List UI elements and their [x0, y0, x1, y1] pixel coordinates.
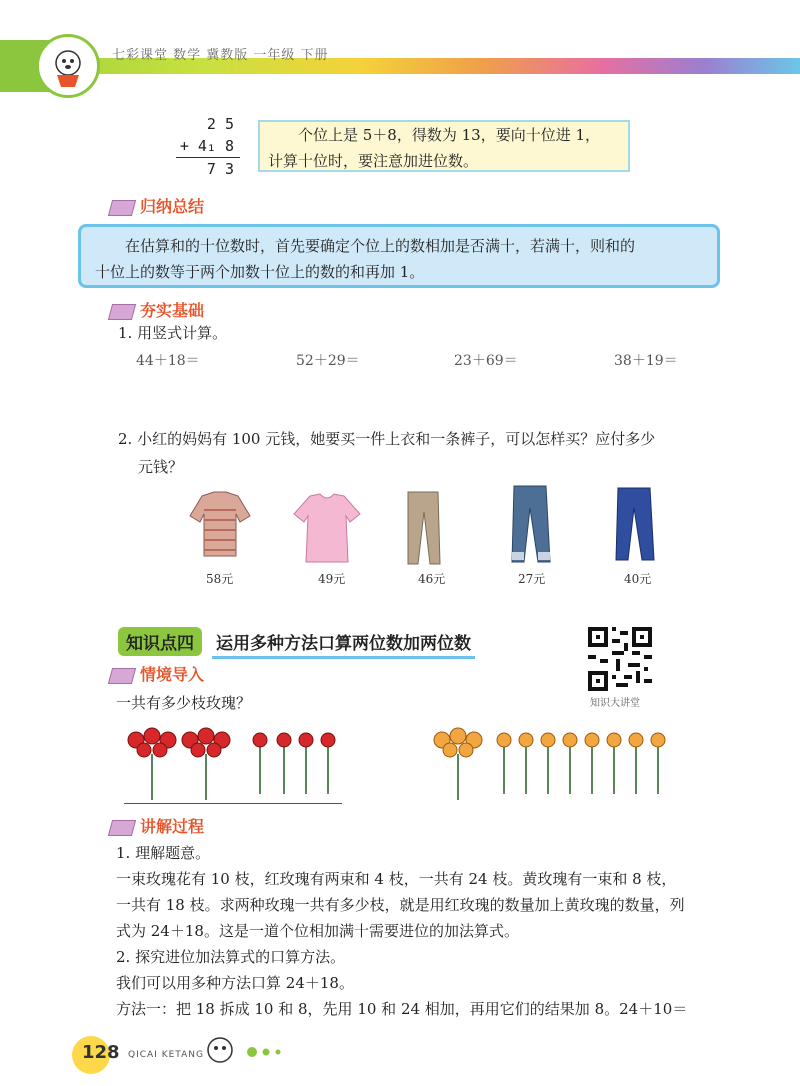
summary-line-1: 在估算和的十位数时，首先要确定个位上的数相加是否满十，若满十，则和的 [125, 237, 636, 255]
expression-3: 23＋69＝ [454, 353, 518, 369]
summary-heading-text: 归纳总结 [140, 197, 205, 216]
price-5: 40元 [624, 572, 652, 586]
pink-shirt-icon [292, 492, 362, 564]
question-2-line-2: 元钱？ [138, 458, 184, 476]
price-2: 49元 [318, 572, 346, 586]
mascot-icon [36, 34, 100, 98]
header-title: 七彩课堂 数学 冀教版 一年级 下册 [112, 48, 329, 63]
yellow-roses-illustration [430, 724, 680, 804]
tip-line-1: 个位上是 5＋8，得数为 13，要向十位进 1， [298, 126, 601, 144]
qr-code-icon [588, 627, 652, 691]
basics-heading [110, 298, 204, 321]
book-icon [108, 200, 136, 216]
process-line-7: 方法一：把 18 拆成 10 和 8，先用 10 和 24 相加，再用它们的结果加 8。24＋10＝ [116, 1000, 688, 1018]
tip-line-2: 计算十位时，要注意加进位数。 [268, 152, 479, 170]
question-1: 1. 用竖式计算。 [118, 324, 228, 342]
knowledge-title: 运用多种方法口算两位数加两位数 [212, 627, 475, 659]
process-line-5: 2. 探究进位加法算式的口算方法。 [116, 948, 346, 966]
tip-box [258, 120, 630, 172]
price-1: 58元 [206, 572, 234, 586]
book-icon [108, 668, 136, 684]
calc-row-1: 2 5 [206, 115, 234, 133]
basics-heading-text: 夯实基础 [140, 301, 205, 320]
calc-row-3: 7 3 [176, 157, 240, 180]
situation-heading [110, 662, 204, 685]
question-2-line-1: 2. 小红的妈妈有 100 元钱，她要买一件上衣和一条裤子，可以怎样买？应付多少 [118, 430, 656, 448]
process-line-4: 式为 24＋18。这是一道个位相加满十需要进位的加法算式。 [116, 922, 519, 940]
expression-1: 44＋18＝ [136, 353, 200, 369]
process-line-2: 一束玫瑰花有 10 枝，红玫瑰有两束和 4 枝，一共有 24 枝。黄玫瑰有一束和 8 枝， [116, 870, 677, 888]
footer-mascot-icon [200, 1032, 290, 1072]
sweater-icon [188, 490, 252, 564]
denim-jeans-icon [508, 484, 552, 564]
process-line-1: 1. 理解题意。 [116, 844, 211, 862]
expression-4: 38＋19＝ [614, 353, 678, 369]
qr-caption: 知识大讲堂 [590, 698, 640, 709]
process-heading-text: 讲解过程 [140, 817, 205, 836]
process-heading [110, 814, 204, 837]
roses-baseline [124, 803, 342, 804]
expression-2: 52＋29＝ [296, 353, 360, 369]
calc-row-2: + 4₁ 8 [179, 137, 234, 155]
situation-heading-text: 情境导入 [140, 665, 205, 684]
khaki-pants-icon [404, 490, 442, 566]
summary-line-2: 十位上的数等于两个加数十位上的数的和再加 1。 [95, 263, 425, 281]
book-icon [108, 304, 136, 320]
price-4: 27元 [518, 572, 546, 586]
price-3: 46元 [418, 572, 446, 586]
knowledge-tag: 知识点四 [118, 627, 202, 656]
footer-brand: QICAI KETANG [128, 1050, 204, 1060]
situation-question: 一共有多少枝玫瑰？ [116, 694, 252, 712]
summary-heading [110, 194, 204, 217]
blue-pants-icon [612, 486, 656, 562]
process-line-6: 我们可以用多种方法口算 24＋18。 [116, 974, 354, 992]
process-line-3: 一共有 18 枝。求两种玫瑰一共有多少枝，就是用红玫瑰的数量加上黄玫瑰的数量，列 [116, 896, 685, 914]
page-number: 128 [82, 1042, 120, 1063]
vertical-calculation [170, 113, 240, 180]
book-icon [108, 820, 136, 836]
summary-box [78, 224, 720, 288]
red-roses-illustration [124, 724, 344, 802]
